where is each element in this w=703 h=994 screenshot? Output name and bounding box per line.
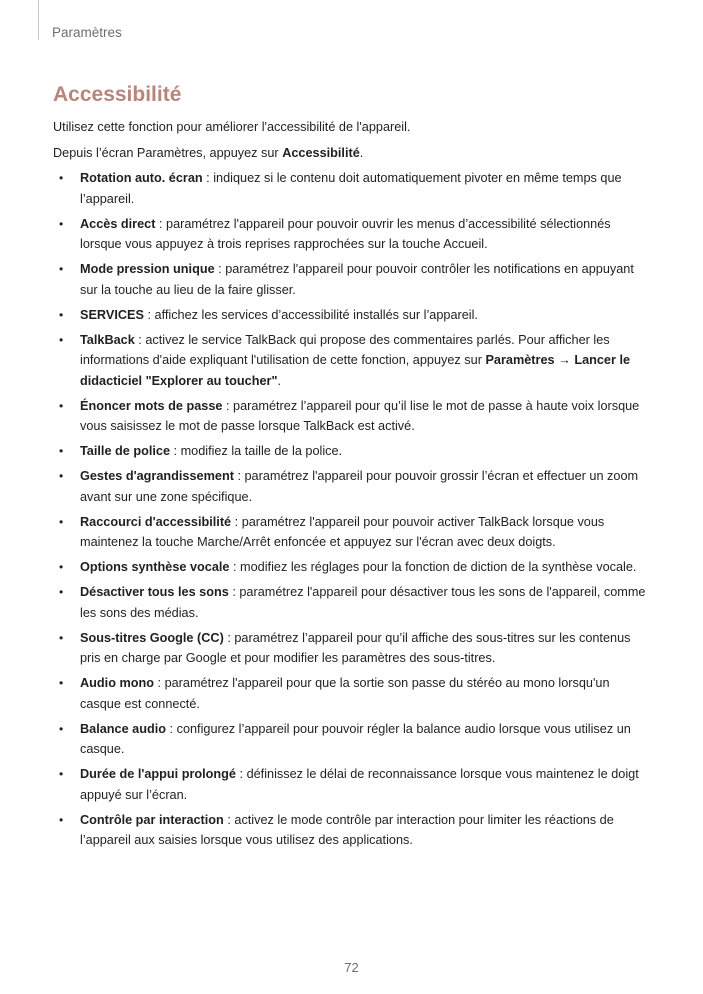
option-term: Balance audio (80, 721, 167, 736)
menu-path: Paramètres → Lancer le didacticiel "Explorer au toucher" (80, 353, 631, 388)
option-list (53, 168, 653, 851)
header-rule (38, 0, 39, 40)
intro-path-target: Accessibilité (282, 145, 360, 160)
content (53, 117, 653, 855)
list-item (53, 305, 653, 326)
intro-path-suffix: . (359, 145, 364, 160)
bullet: • (59, 514, 64, 529)
bullet: • (59, 560, 64, 574)
list-item (53, 719, 653, 760)
option-term: Contrôle par interaction (80, 812, 224, 827)
option-desc: : modifiez les réglages pour la fonction de diction de la synthèse vocale. (229, 560, 637, 574)
section-header: Paramètres (52, 25, 122, 40)
bullet: • (59, 676, 64, 690)
intro-path-prefix: Depuis l’écran Paramètres, appuyez sur (53, 145, 283, 160)
option-term: Durée de l'appui prolongé (80, 767, 236, 781)
option-desc: : activez le service TalkBack qui propose des commentaires parlés. Pour afficher les informations d'aide expliquant l'utilisation de cette fonction, appuyez sur (80, 332, 610, 367)
page-title: Accessibilité (53, 83, 182, 106)
option-term: TalkBack (80, 332, 135, 347)
option-desc: : définissez le délai de reconnaissance lorsque vous maintenez le doigt appuyé sur l’écran. (80, 767, 639, 802)
option-term: Raccourci d'accessibilité (80, 514, 232, 529)
list-item (53, 396, 653, 437)
list-item (53, 168, 653, 209)
option-desc: : paramétrez l’appareil pour qu’il affiche des sous-titres sur les contenus pris en charge par Google et pour modifier les paramètres des sous-titres. (80, 630, 631, 665)
bullet: • (59, 332, 64, 347)
option-term: Énoncer mots de passe (80, 398, 223, 413)
list-item (53, 628, 653, 669)
bullet: • (59, 398, 64, 413)
bullet: • (59, 767, 64, 781)
option-desc: : paramétrez l’appareil pour qu’il lise le mot de passe à haute voix lorsque vous saisissez le mot de passe lorsque TalkBack est activé. (80, 398, 640, 433)
option-term: Options synthèse vocale (80, 560, 230, 574)
option-desc: : paramétrez l'appareil pour pouvoir ouvrir les menus d’accessibilité sélectionnés lorsque vous appuyez à trois reprises rapprochées sur la touche Accueil. (80, 216, 611, 251)
option-desc: : paramétrez l'appareil pour pouvoir grossir l’écran et effectuer un zoom avant sur une zone spécifique. (80, 469, 639, 504)
bullet: • (59, 262, 64, 276)
option-desc: : paramétrez l'appareil pour pouvoir contrôler les notifications en appuyant sur la touche au lieu de la faire glisser. (80, 262, 634, 297)
page-number: 72 (344, 960, 359, 975)
option-desc: : affichez les services d’accessibilité installés sur l’appareil. (143, 307, 478, 322)
bullet: • (59, 469, 64, 483)
option-desc: : indiquez si le contenu doit automatiquement pivoter en même temps que l’appareil. (80, 171, 622, 206)
bullet: • (59, 171, 64, 185)
list-item (53, 557, 653, 578)
list-item (53, 259, 653, 300)
bullet: • (59, 216, 64, 231)
bullet: • (59, 812, 64, 827)
bullet: • (59, 721, 64, 736)
option-desc-tail: . (277, 373, 281, 388)
option-desc: : activez le mode contrôle par interaction pour limiter les réactions de l’appareil aux saisies lorsque vous utilisez des applications. (80, 812, 614, 847)
option-desc: : configurez l’appareil pour pouvoir régler la balance audio lorsque vous utilisez un casque. (80, 721, 631, 756)
option-term: Désactiver tous les sons (80, 585, 229, 599)
bullet: • (59, 444, 64, 458)
list-item (53, 810, 653, 851)
list-item (53, 330, 653, 392)
option-desc: : paramétrez l'appareil pour que la sortie son passe du stéréo au mono lorsqu'un casque est connecté. (80, 676, 610, 711)
option-term: Gestes d'agrandissement (80, 469, 234, 483)
option-desc: : paramétrez l'appareil pour désactiver tous les sons de l'appareil, comme les sons des médias. (80, 585, 646, 620)
list-item (53, 214, 653, 255)
intro-path (53, 143, 653, 164)
list-item (53, 512, 653, 553)
list-item (53, 441, 653, 462)
list-item (53, 673, 653, 714)
option-term: Mode pression unique (80, 262, 215, 276)
option-term: Sous-titres Google (CC) (80, 630, 224, 645)
bullet: • (59, 585, 64, 599)
option-desc: : modifiez la taille de la police. (170, 444, 343, 458)
option-term: SERVICES (80, 307, 144, 322)
list-item (53, 466, 653, 507)
bullet: • (59, 307, 64, 322)
list-item (53, 582, 653, 623)
option-term: Audio mono (80, 676, 154, 690)
intro-text: Utilisez cette fonction pour améliorer l'accessibilité de l'appareil. (53, 120, 411, 134)
option-term: Rotation auto. écran (80, 171, 203, 185)
option-term: Taille de police (80, 444, 171, 458)
option-term: Accès direct (80, 216, 156, 231)
option-desc: : paramétrez l'appareil pour pouvoir activer TalkBack lorsque vous maintenez la touche Marche/Arrêt enfoncée et appuyez sur l'écran avec deux doigts. (80, 514, 605, 549)
bullet: • (59, 630, 64, 645)
list-item (53, 764, 653, 805)
